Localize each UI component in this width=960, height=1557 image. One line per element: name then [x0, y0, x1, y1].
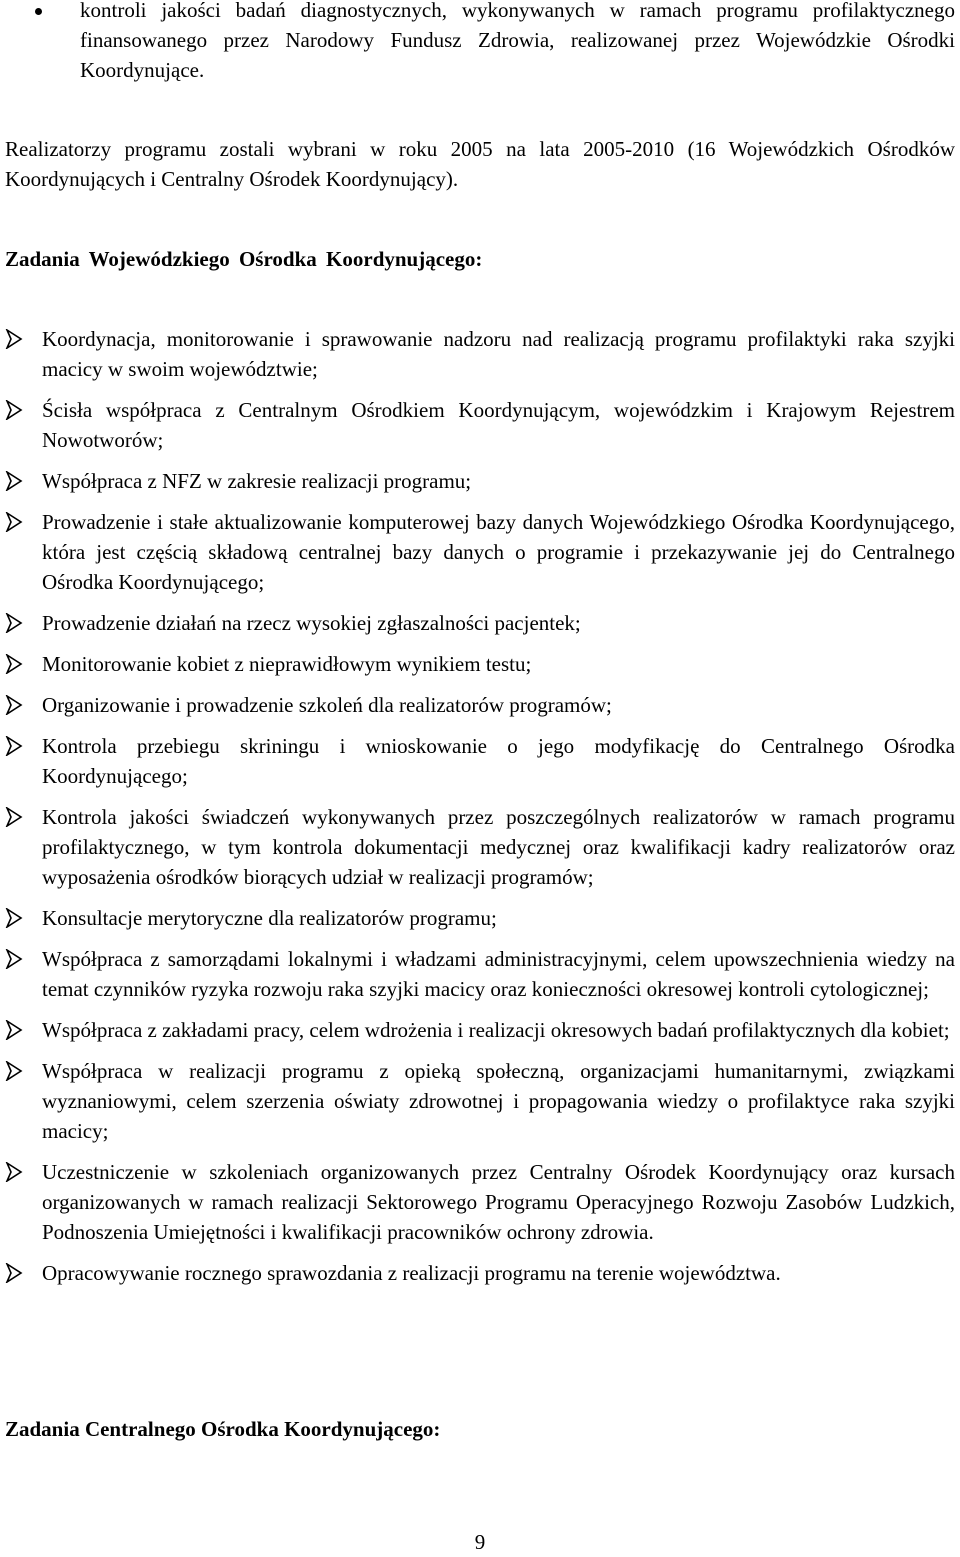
arrow-bullet-icon	[5, 949, 23, 969]
arrow-bullet-icon	[5, 908, 23, 928]
task-list-item	[5, 802, 955, 892]
page-number: 9	[474, 1530, 486, 1554]
arrow-bullet-icon	[5, 1162, 23, 1182]
task-text: Kontrola jakości świadczeń wykonywanych przez poszczególnych realizatorów w ramach programu profilaktycznego, w tym kontrola dokumentacji medycznej oraz kwalifikacji kadry realizatorów oraz wyposażenia ośrodków biorących udział w realizacji programów;	[42, 805, 955, 889]
arrow-bullet-icon	[5, 512, 23, 532]
task-text: Ścisła współpraca z Centralnym Ośrodkiem Koordynującym, wojewódzkim i Krajowym Rejestrem Nowotworów;	[42, 398, 955, 452]
task-text: Prowadzenie i stałe aktualizowanie komputerowej bazy danych Wojewódzkiego Ośrodka Koordynującego, która jest częścią składową centralnej bazy danych o programie i przekazywanie jej do Centralnego Ośrodka Koordynującego;	[42, 510, 955, 594]
arrow-bullet-icon	[5, 1020, 23, 1040]
task-text: Prowadzenie działań na rzecz wysokiej zgłaszalności pacjentek;	[42, 611, 581, 635]
task-text: Współpraca z samorządami lokalnymi i władzami administracyjnymi, celem upowszechnienia wiedzy na temat czynników ryzyka rozwoju raka szyjki macicy oraz konieczności okresowej kontroli cytologicznej;	[42, 947, 955, 1001]
document-page	[5, 0, 955, 1299]
task-text: Uczestniczenie w szkoleniach organizowanych przez Centralny Ośrodek Koordynujący oraz kursach organizowanych w ramach realizacji Sektorowego Programu Operacyjnego Rozwoju Zasobów Ludzkich, Podnoszenia Umiejętności i kwalifikacji pracowników ochrony zdrowia.	[42, 1160, 955, 1244]
arrow-bullet-icon	[5, 1263, 23, 1283]
task-list-item	[5, 690, 955, 720]
task-list-item	[5, 1015, 955, 1045]
section-heading-central: Zadania Centralnego Ośrodka Koordynującego:	[5, 1417, 441, 1441]
task-text: Kontrola przebiegu skriningu i wnioskowanie o jego modyfikację do Centralnego Ośrodka Koordynującego;	[42, 734, 955, 788]
task-list-item	[5, 944, 955, 1004]
arrow-bullet-icon	[5, 613, 23, 633]
task-text: Współpraca z zakładami pracy, celem wdrożenia i realizacji okresowych badań profilaktycznych dla kobiet;	[42, 1018, 950, 1042]
task-text: Współpraca w realizacji programu z opieką społeczną, organizacjami humanitarnymi, związkami wyznaniowymi, celem szerzenia oświaty zdrowotnej i propagowania wiedzy o profilaktyce raka szyjki macicy;	[42, 1059, 955, 1143]
task-text: Koordynacja, monitorowanie i sprawowanie nadzoru nad realizacją programu profilaktyki raka szyjki macicy w swoim województwie;	[42, 327, 955, 381]
arrow-bullet-icon	[5, 1061, 23, 1081]
intro-paragraph: Realizatorzy programu zostali wybrani w roku 2005 na lata 2005-2010 (16 Wojewódzkich Ośrodków Koordynujących i Centralny Ośrodek Koordynujący).	[5, 137, 955, 191]
task-text: Współpraca z NFZ w zakresie realizacji programu;	[42, 469, 472, 493]
task-text: Monitorowanie kobiet z nieprawidłowym wynikiem testu;	[42, 652, 532, 676]
task-text: Opracowywanie rocznego sprawozdania z realizacji programu na terenie województwa.	[42, 1261, 781, 1285]
bullet-text: kontroli jakości badań diagnostycznych, wykonywanych w ramach programu profilaktycznego finansowanego przez Narodowy Fundusz Zdrowia, realizowanej przez Wojewódzkie Ośrodki Koordynujące.	[80, 0, 955, 82]
task-list-item	[5, 507, 955, 597]
arrow-bullet-icon	[5, 807, 23, 827]
task-list-item	[5, 466, 955, 496]
arrow-bullet-icon	[5, 695, 23, 715]
task-text: Konsultacje merytoryczne dla realizatorów programu;	[42, 906, 497, 930]
task-list-item	[5, 324, 955, 384]
arrow-bullet-icon	[5, 654, 23, 674]
task-list-item	[5, 608, 955, 638]
bullet-item	[5, 0, 955, 85]
arrow-bullet-icon	[5, 400, 23, 420]
arrow-bullet-icon	[5, 471, 23, 491]
arrow-bullet-icon	[5, 329, 23, 349]
arrow-bullet-icon	[5, 736, 23, 756]
task-list-item	[5, 1056, 955, 1146]
task-list-item	[5, 1157, 955, 1247]
task-list-item	[5, 1258, 955, 1288]
section-heading-regional: Zadania Wojewódzkiego Ośrodka Koordynującego:	[5, 247, 483, 271]
task-list	[5, 324, 955, 1288]
task-list-item	[5, 395, 955, 455]
task-list-item	[5, 903, 955, 933]
task-list-item	[5, 731, 955, 791]
bullet-dot-icon	[35, 8, 42, 15]
task-list-item	[5, 649, 955, 679]
task-text: Organizowanie i prowadzenie szkoleń dla realizatorów programów;	[42, 693, 612, 717]
